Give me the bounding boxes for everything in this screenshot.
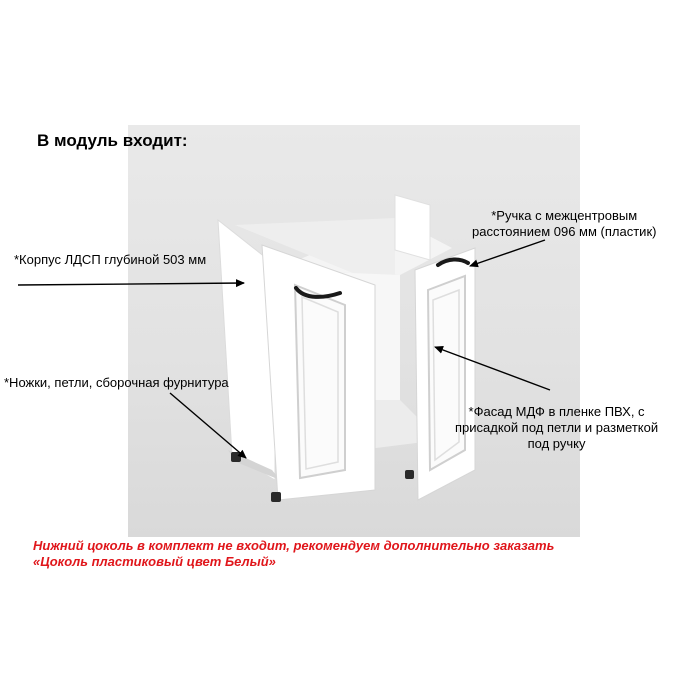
plinth-note-line: «Цоколь пластиковый цвет Белый» bbox=[33, 554, 276, 569]
legs-label-text: *Ножки, петли, сборочная фурнитура bbox=[4, 375, 229, 390]
left-door bbox=[262, 245, 375, 500]
plinth-note-line: Нижний цоколь в комплект не входит, рекомендуем дополнительно заказать bbox=[33, 538, 555, 553]
module-contents-title: В модуль входит: bbox=[37, 131, 188, 150]
facade-label-line: под ручку bbox=[527, 436, 586, 451]
plinth-note bbox=[33, 538, 554, 570]
right-door bbox=[415, 248, 475, 500]
leg-icon bbox=[271, 492, 281, 502]
legs-label bbox=[4, 375, 229, 391]
leg-icon bbox=[231, 452, 241, 462]
facade-label bbox=[455, 404, 658, 452]
handle-label-line: расстоянием 096 мм (пластик) bbox=[472, 224, 657, 239]
body-label-text: *Корпус ЛДСП глубиной 503 мм bbox=[14, 252, 207, 267]
handle-label bbox=[472, 208, 656, 240]
leg-icon bbox=[405, 470, 414, 479]
handle-label-line: *Ручка с межцентровым bbox=[491, 208, 638, 223]
facade-label-line: присадкой под петли и разметкой bbox=[455, 420, 659, 435]
facade-label-line: *Фасад МДФ в пленке ПВХ, с bbox=[468, 404, 645, 419]
body-label bbox=[14, 252, 206, 268]
body-pointer-arrow bbox=[18, 283, 244, 285]
handle-pointer-arrow bbox=[470, 240, 545, 266]
